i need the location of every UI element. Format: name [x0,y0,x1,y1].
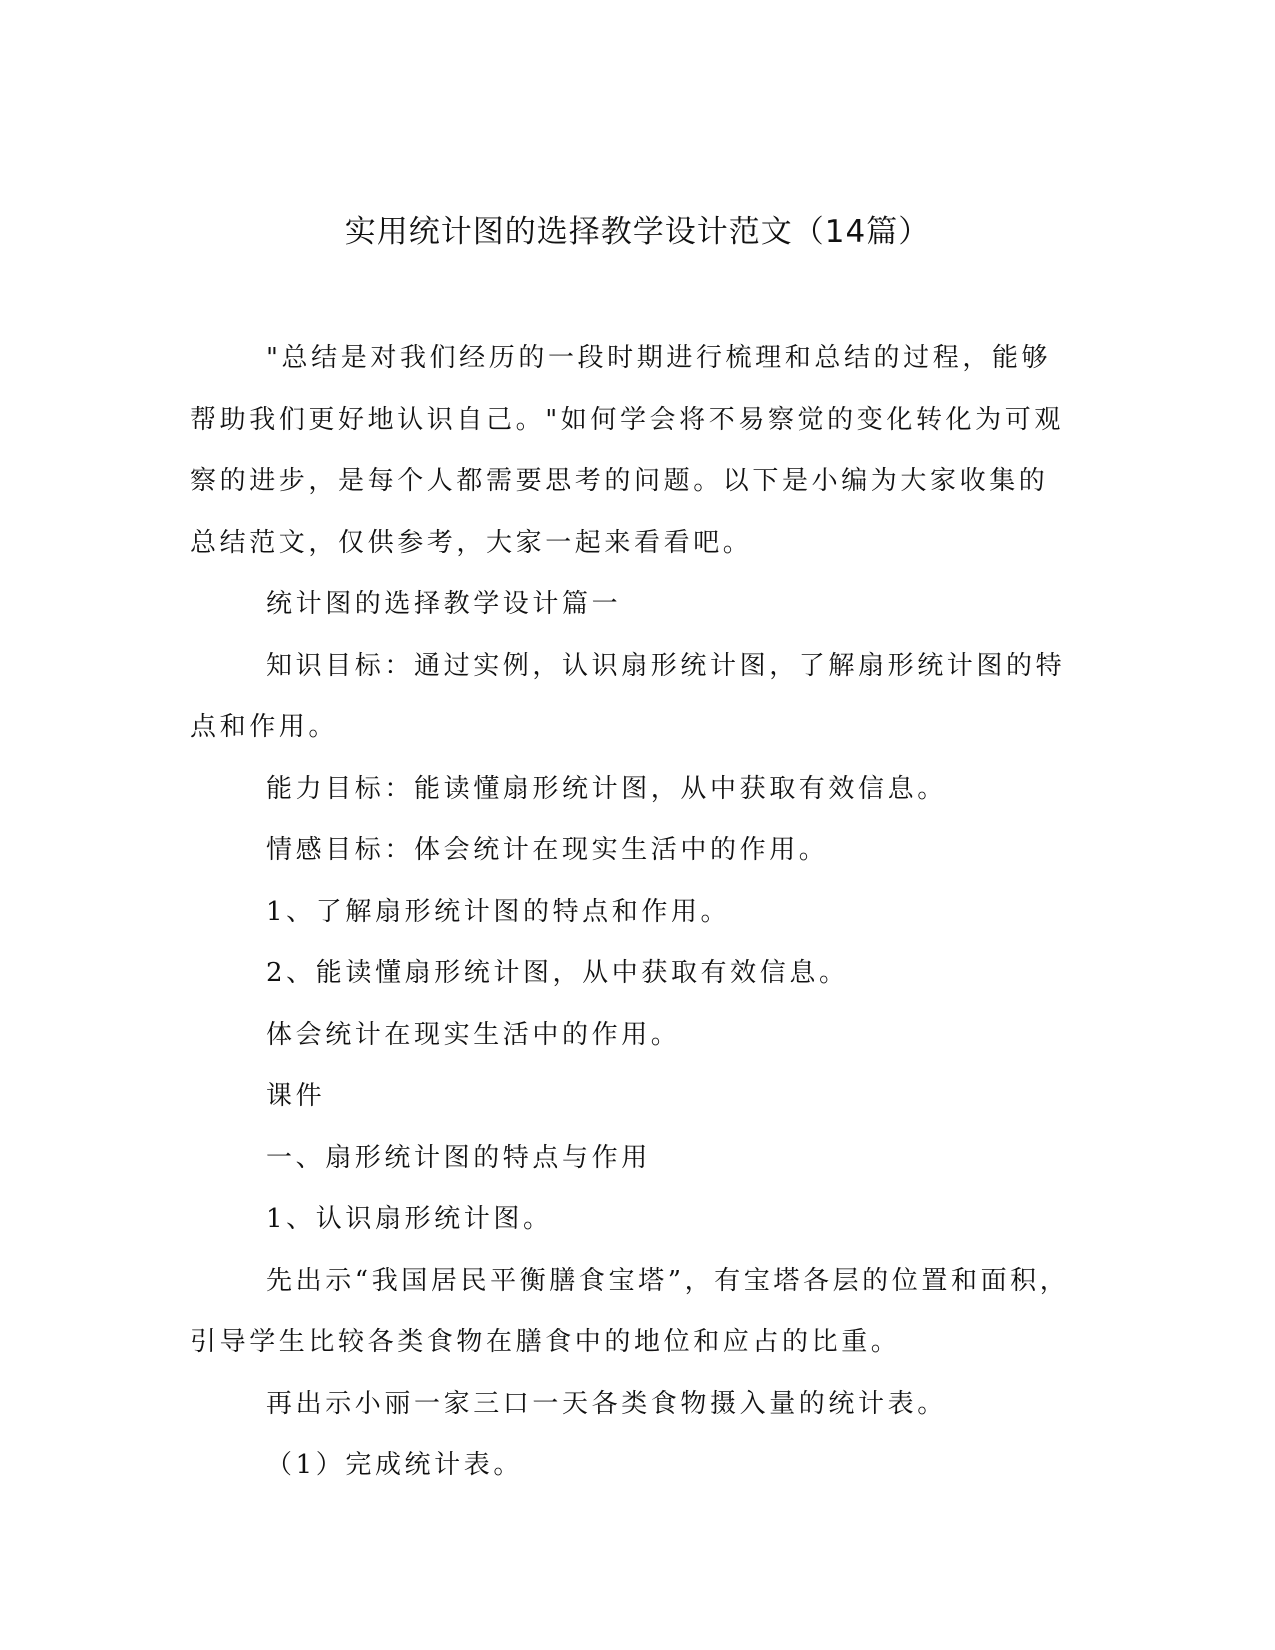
table-intro-paragraph: 再出示小丽一家三口一天各类食物摄入量的统计表。 [266,1388,947,1419]
knowledge-goal-paragraph: 知识目标：通过实例，认识扇形统计图，了解扇形统计图的特点和作用。 [190,650,1066,742]
intro-paragraph: "总结是对我们经历的一段时期进行梳理和总结的过程，能够帮助我们更好地认识自己。"如何学会将不易察觉的变化转化为可观察的进步，是每个人都需要思考的问题。以下是小编为大家收集的总结范文，仅供参考，大家一起来看看吧。 [190,343,1064,558]
document-body [190,328,1070,1497]
document-title: 实用统计图的选择教学设计范文（14篇） [344,214,931,250]
difficulty-paragraph: 体会统计在现实生活中的作用。 [266,1019,681,1050]
part-one-heading: 一、扇形统计图的特点与作用 [266,1142,651,1173]
step-1-paragraph: 1、认识扇形统计图。 [266,1204,553,1234]
sub-step-paragraph: （1）完成统计表。 [266,1450,523,1480]
key-point-1: 1、了解扇形统计图的特点和作用。 [266,896,731,927]
pagoda-paragraph: 先出示“我国居民平衡膳食宝塔”，有宝塔各层的位置和面积，引导学生比较各类食物在膳食中的地位和应占的比重。 [190,1265,1070,1357]
ability-goal-paragraph: 能力目标：能读懂扇形统计图，从中获取有效信息。 [266,773,947,804]
materials-paragraph: 课件 [266,1081,326,1111]
key-point-2: 2、能读懂扇形统计图，从中获取有效信息。 [266,958,849,988]
section-heading: 统计图的选择教学设计篇一 [266,589,622,619]
emotion-goal-paragraph: 情感目标：体会统计在现实生活中的作用。 [266,835,829,865]
